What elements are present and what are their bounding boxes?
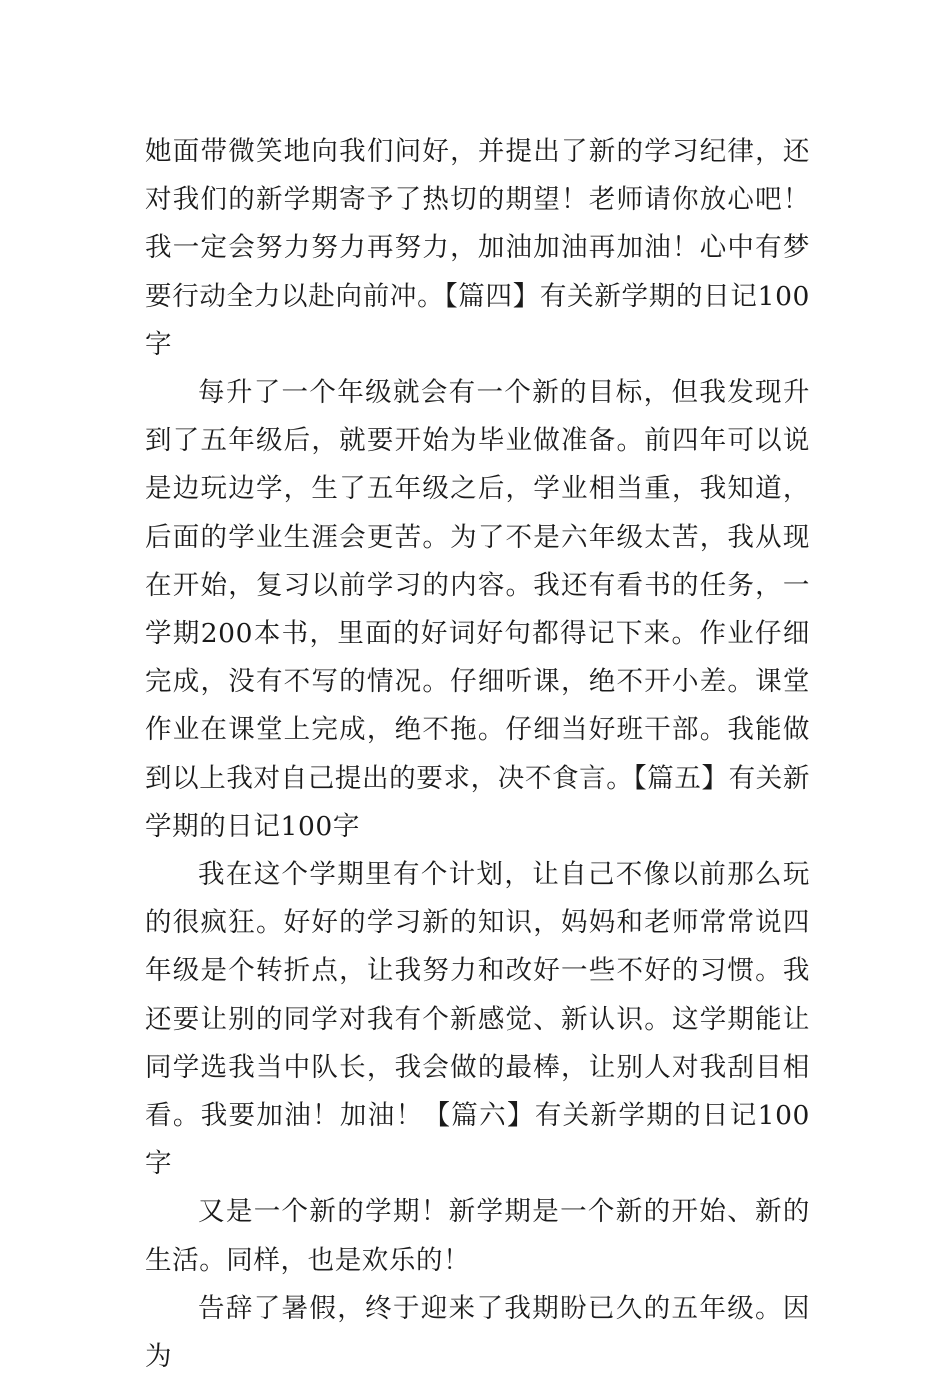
paragraph: 我在这个学期里有个计划，让自己不像以前那么玩的很疯狂。好好的学习新的知识，妈妈和老师常常说四年级是个转折点，让我努力和改好一些不好的习惯。我还要让别的同学对我有个新感觉、新认识。这学期能让同学选我当中队长，我会做的最棒，让别人对我刮目相看。我要加油！加油！【篇六】有关新学期的日记100字 [145,859,810,1180]
document-body [145,128,810,1381]
paragraph: 告辞了暑假，终于迎来了我期盼已久的五年级。因为 [145,1292,810,1373]
paragraph: 每升了一个年级就会有一个新的目标，但我发现升到了五年级后，就要开始为毕业做准备。前四年可以说是边玩边学，生了五年级之后，学业相当重，我知道，后面的学业生涯会更苦。为了不是六年级太苦，我从现在开始，复习以前学习的内容。我还有看书的任务，一学期200本书，里面的好词好句都得记下来。作业仔细完成，没有不写的情况。仔细听课，绝不开小差。课堂作业在课堂上完成，绝不拖。仔细当好班干部。我能做到以上我对自己提出的要求，决不食言。【篇五】有关新学期的日记100字 [145,377,810,842]
paragraph: 又是一个新的学期！新学期是一个新的开始、新的生活。同样，也是欢乐的！ [145,1196,810,1276]
paragraph: 她面带微笑地向我们问好，并提出了新的学习纪律，还对我们的新学期寄予了热切的期望！老师请你放心吧！我一定会努力努力再努力，加油加油再加油！心中有梦要行动全力以赴向前冲。【篇四】有关新学期的日记100字 [145,136,810,360]
